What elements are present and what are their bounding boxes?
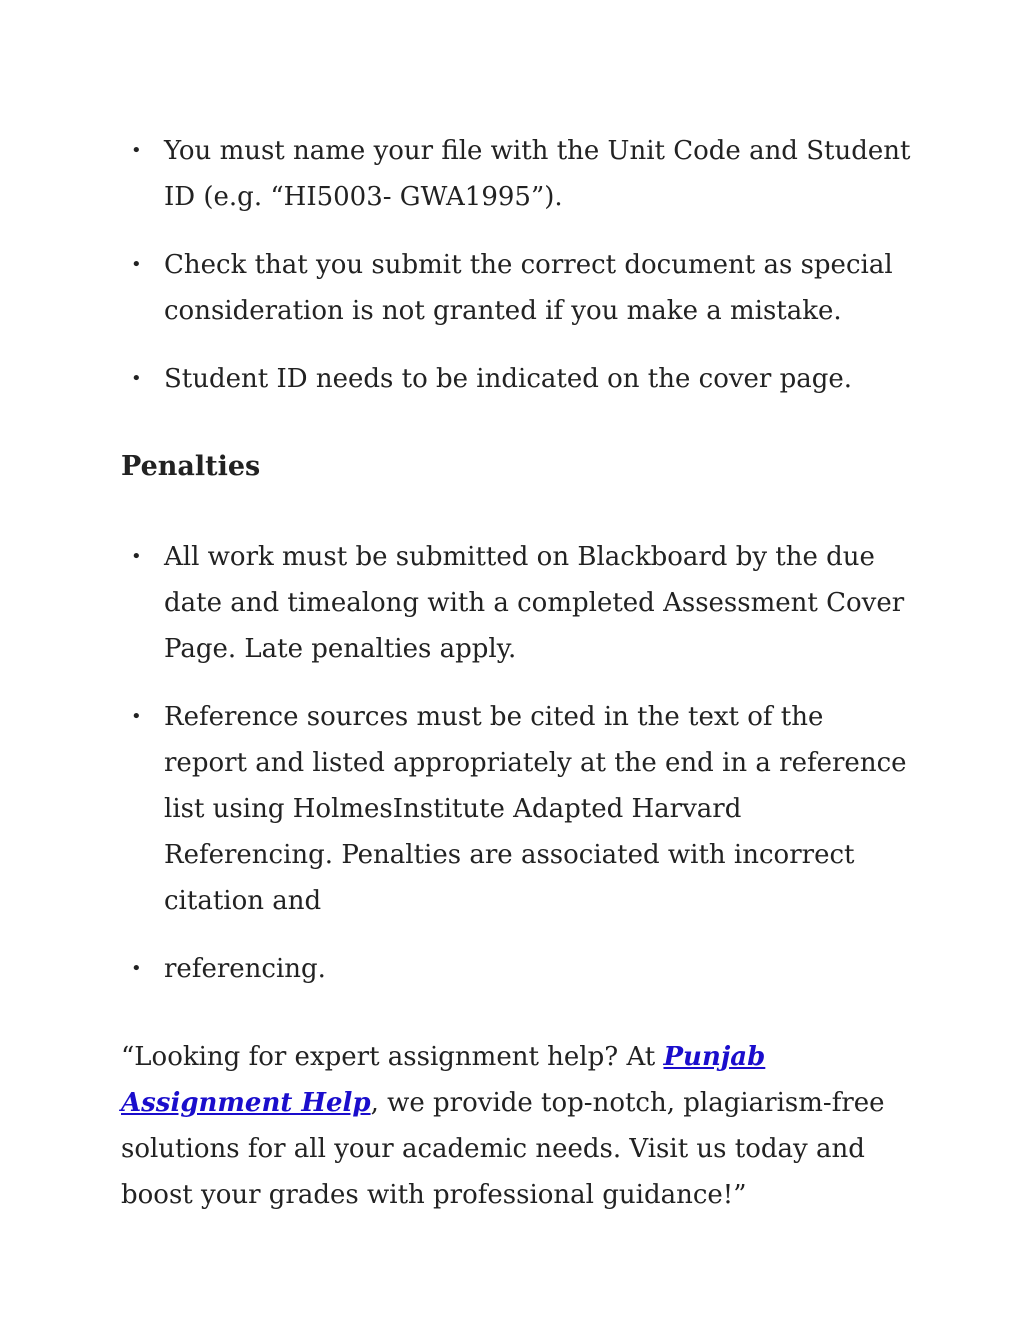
bullet-icon: • (131, 706, 142, 727)
bullet-icon: • (131, 140, 142, 161)
penalties-heading: Penalties (121, 451, 261, 482)
list-item (121, 946, 911, 992)
list-item (121, 694, 911, 924)
list-item-text: referencing. (164, 954, 326, 984)
closing-text-before: “Looking for expert assignment help? At (121, 1042, 664, 1072)
closing-text-after: , we provide top-notch, plagiarism-free solutions for all your academic needs. Visit us today and boost your grades with professional guidance!” (121, 1088, 885, 1210)
bullet-icon: • (131, 368, 142, 389)
list-item (121, 356, 911, 402)
list-item (121, 242, 911, 334)
list-item (121, 128, 911, 220)
closing-paragraph (121, 1034, 911, 1218)
submission-requirements-list (121, 128, 911, 402)
list-item-text: You must name your file with the Unit Code and Student ID (e.g. “HI5003- GWA1995”). (164, 136, 911, 212)
list-item-text: All work must be submitted on Blackboard by the due date and timealong with a completed Assessment Cover Page. Late penalties apply. (164, 542, 905, 664)
punjab-assignment-help-link[interactable]: Punjab Assignment Help (121, 1042, 766, 1118)
document-page (121, 128, 911, 1244)
list-item-text: Check that you submit the correct document as special consideration is not granted if you make a mistake. (164, 250, 893, 326)
bullet-icon: • (131, 254, 142, 275)
penalties-list (121, 534, 911, 992)
list-item-text: Reference sources must be cited in the text of the report and listed appropriately at the end in a reference list using HolmesInstitute Adapted Harvard Referencing. Penalties are associated with incorrect citation and (164, 702, 907, 916)
list-item (121, 534, 911, 672)
list-item-text: Student ID needs to be indicated on the cover page. (164, 364, 853, 394)
bullet-icon: • (131, 546, 142, 567)
bullet-icon: • (131, 958, 142, 979)
